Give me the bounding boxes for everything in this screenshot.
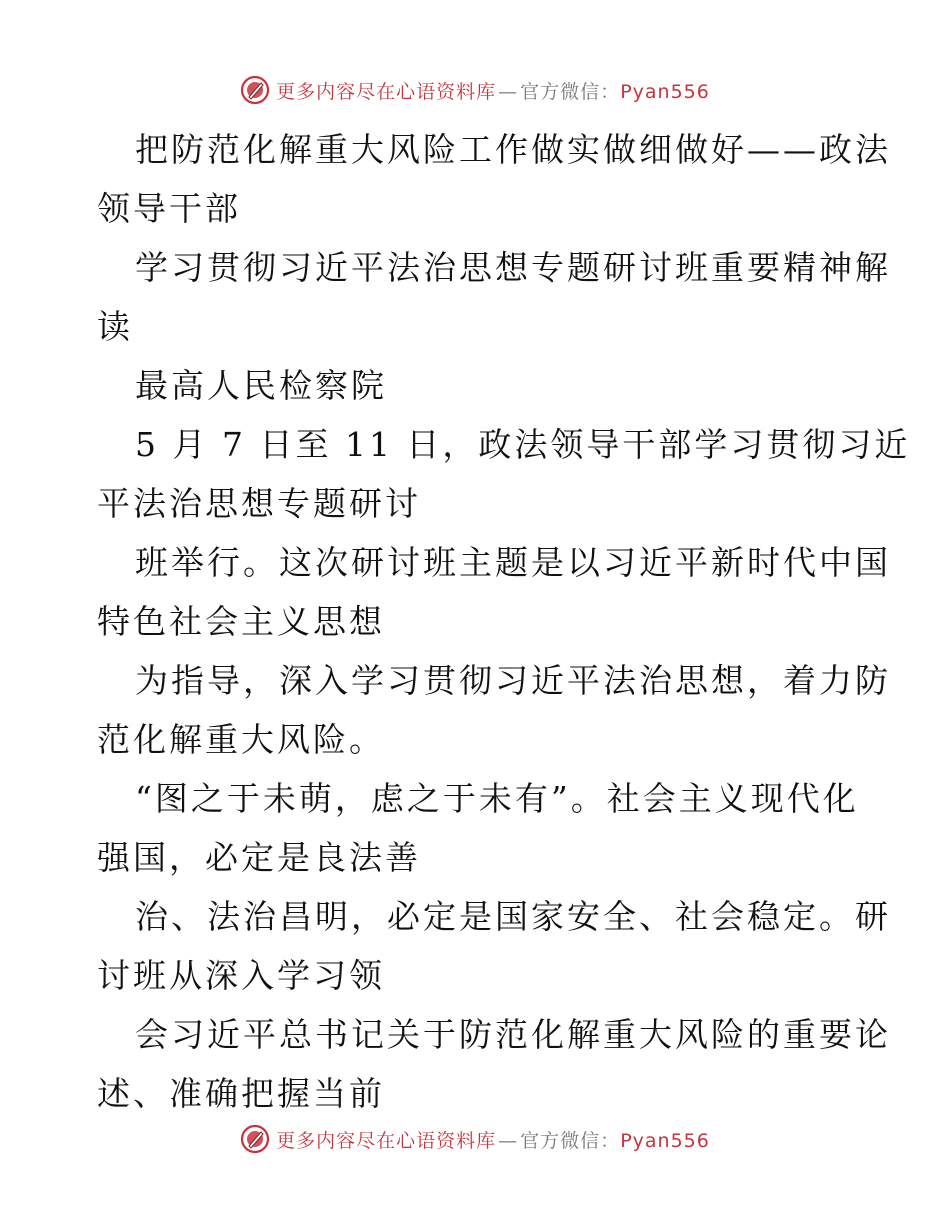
text-line: 把防范化解重大风险工作做实做细做好——政法 [135, 130, 891, 169]
text-line: 平法治思想专题研讨 [97, 484, 421, 523]
text-line: 会习近平总书记关于防范化解重大风险的重要论 [135, 1015, 891, 1054]
text-line: 最高人民检察院 [135, 366, 387, 405]
text-line: 述、准确把握当前 [97, 1074, 385, 1113]
text-line: 学习贯彻习近平法治思想专题研讨班重要精神解 [135, 248, 891, 287]
text-line: 治、法治昌明，必定是国家安全、社会稳定。研 [135, 897, 891, 936]
header-watermark [0, 73, 950, 107]
text-line: 为指导，深入学习贯彻习近平法治思想，着力防 [135, 661, 891, 700]
document-body [97, 120, 911, 1123]
text-line: 特色社会主义思想 [97, 602, 385, 641]
text-line: 范化解重大风险。 [97, 720, 385, 759]
watermark-id: Pyan556 [620, 80, 710, 103]
text-line: 5 月 7 日至 11 日，政法领导干部学习贯彻习近 [135, 425, 911, 464]
text-line: 强国，必定是良法善 [97, 838, 421, 877]
watermark-official: 官方微信： [520, 80, 621, 103]
watermark-id: Pyan556 [620, 1129, 710, 1152]
text-line: 班举行。这次研讨班主题是以习近平新时代中国 [135, 543, 891, 582]
watermark-brand: 更多内容尽在心语资料库 [276, 80, 497, 103]
text-line: 讨班从深入学习领 [97, 956, 385, 995]
watermark-brand: 更多内容尽在心语资料库 [276, 1129, 497, 1152]
pen-logo-icon [240, 75, 270, 105]
text-line: 领导干部 [97, 189, 241, 228]
watermark-official: 官方微信： [520, 1129, 621, 1152]
footer-watermark [0, 1122, 950, 1156]
pen-logo-icon [240, 1124, 270, 1154]
watermark-dash: — [498, 80, 519, 103]
text-line: “图之于未萌，虑之于未有”。社会主义现代化 [135, 779, 859, 818]
watermark-dash: — [498, 1129, 519, 1152]
text-line: 读 [97, 307, 133, 346]
